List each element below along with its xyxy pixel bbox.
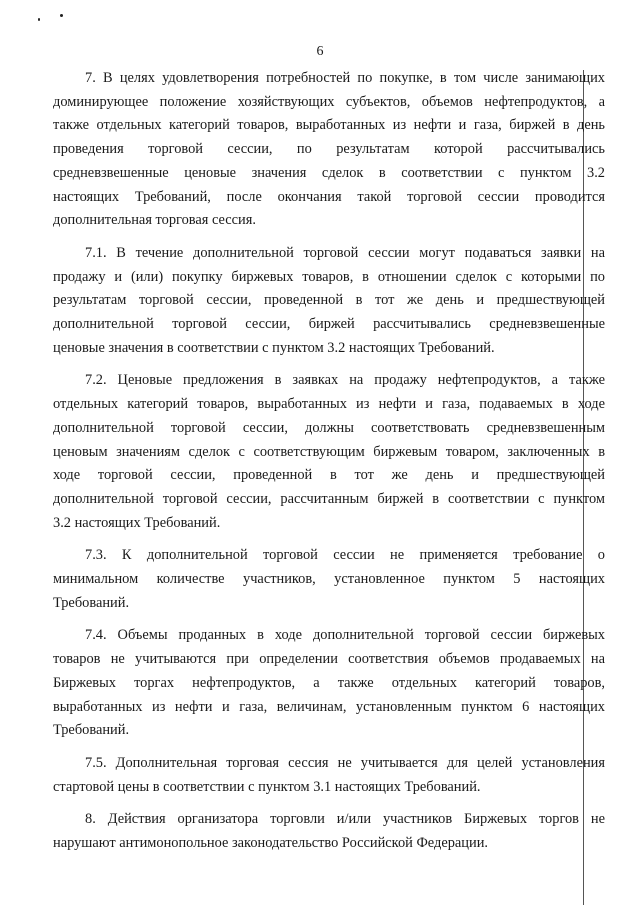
text-line: настоящих Требований, после окончания такой торговой сессии проводится [53,188,605,205]
text-line: выработанных из нефти и газа, величинам, установленным пунктом 6 настоящих [53,698,605,715]
text-line: отдельных категорий товаров, выработанных из нефти и газа, подаваемых в ходе [53,396,605,413]
text-line: 7.5. Дополнительная торговая сессия не учитывается для целей установления [85,754,605,771]
text-line: 7. В целях удовлетворения потребностей по покупке, в том числе занимающих [85,70,605,86]
text-line: дополнительной торговой сессии, должны соответствовать средневзвешенным [53,419,605,436]
text-line: проведения торговой сессии, по результатам которой рассчитывались [53,141,605,158]
text-line: 3.2 настоящих Требований. [53,514,221,531]
text-line: также отдельных категорий товаров, выработанных из нефти и газа, биржей в день [53,117,605,134]
text-line: доминирующее положение хозяйствующих субъектов, объемов нефтепродуктов, а [53,93,605,110]
text-line: 7.2. Ценовые предложения в заявках на продажу нефтепродуктов, а также [85,372,605,389]
paragraph-7-4 [53,624,605,743]
paragraph-8 [53,808,605,855]
text-line: товаров не учитываются при определении соответствия объемов продаваемых на [53,651,605,668]
text-line: 7.3. К дополнительной торговой сессии не применяется требование о [85,547,605,564]
text-line: средневзвешенные ценовые значения сделок в соответствии с пунктом 3.2 [53,164,605,181]
text-line: Требований. [53,594,130,611]
text-line: дополнительной торговой сессии, рассчитанным биржей в соответствии с пунктом [53,490,605,507]
paragraph-7 [53,67,605,233]
text-line: 7.4. Объемы проданных в ходе дополнительной торговой сессии биржевых [85,627,605,644]
paragraph-7-3 [53,544,605,615]
text-line: дополнительной торговой сессии, биржей рассчитывались средневзвешенные [53,316,605,333]
text-line: ценовые значения в соответствии с пунктом 3.2 настоящих Требований. [53,339,495,356]
scan-speck [60,14,63,17]
text-line: Требований. [53,722,130,739]
text-line: 7.1. В течение дополнительной торговой сессии могут подаваться заявки на [85,244,605,261]
paragraph-7-1 [53,242,605,361]
document-body [53,67,605,865]
text-line: нарушают антимонопольное законодательство Российской Федерации. [53,835,488,852]
text-line: ходе торговой сессии, проведенной в тот же день и предшествующей [53,467,605,484]
text-line: ценовым значениям сделок с соответствующим биржевым товаром, заключенных в [53,443,605,460]
paragraph-7-2 [53,369,605,535]
page-number: 6 [316,44,324,59]
paragraph-7-5 [53,752,605,799]
text-line: результатам торговой сессии, проведенной в тот же день и предшествующей [53,292,605,309]
scan-speck [38,18,40,21]
text-line: стартовой цены в соответствии с пунктом 3.1 настоящих Требований. [53,778,481,795]
text-line: Биржевых торгах нефтепродуктов, а также отдельных категорий товаров, [53,674,605,691]
text-line: продажу и (или) покупку биржевых товаров, в отношении сделок с которыми по [53,268,605,285]
text-line: минимальном количестве участников, установленное пунктом 5 настоящих [53,571,605,588]
text-line: 8. Действия организатора торговли и/или участников Биржевых торгов не [85,811,605,828]
text-line: дополнительная торговая сессия. [53,212,256,229]
